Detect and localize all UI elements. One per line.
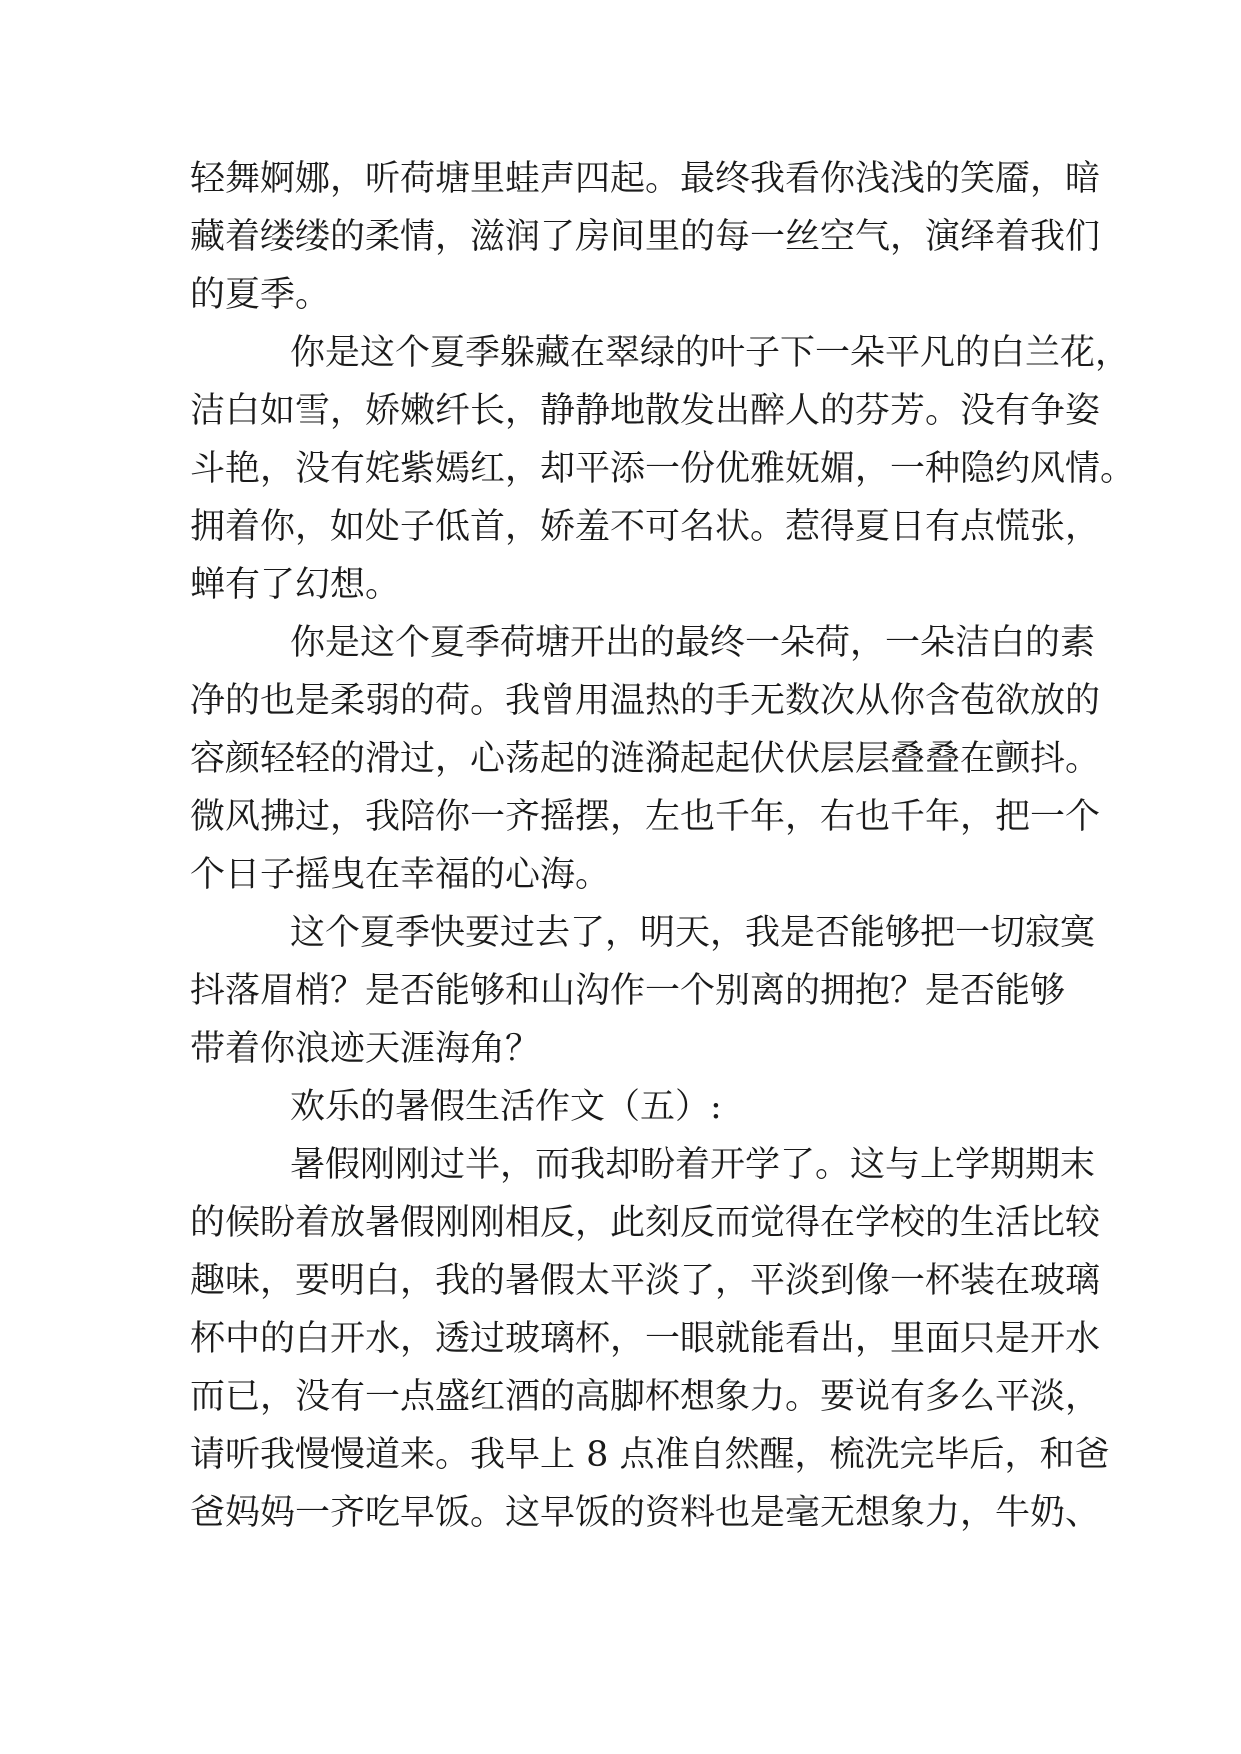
text-line: 藏着缕缕的柔情，滋润了房间里的每一丝空气，演绎着我们 xyxy=(190,217,1101,257)
text-line: 爸妈妈一齐吃早饭。这早饭的资料也是毫无想象力，牛奶、 xyxy=(190,1493,1101,1533)
text-line: 个日子摇曳在幸福的心海。 xyxy=(190,855,611,895)
text-line: 斗艳，没有姹紫嫣红，却平添一份优雅妩媚，一种隐约风情。 xyxy=(190,449,1136,489)
text-line: 的候盼着放暑假刚刚相反，此刻反而觉得在学校的生活比较 xyxy=(190,1203,1101,1243)
section-heading: 欢乐的暑假生活作文（五）: xyxy=(290,1087,722,1127)
text-line: 抖落眉梢？是否能够和山沟作一个别离的拥抱？是否能够 xyxy=(190,971,1066,1011)
text-line: 而已，没有一点盛红酒的高脚杯想象力。要说有多么平淡， xyxy=(190,1377,1101,1417)
text-line: 这个夏季快要过去了，明天，我是否能够把一切寂寞 xyxy=(290,913,1096,953)
text-line: 轻舞婀娜，听荷塘里蛙声四起。最终我看你浅浅的笑靥，暗 xyxy=(190,159,1101,199)
text-line: 净的也是柔弱的荷。我曾用温热的手无数次从你含苞欲放的 xyxy=(190,681,1101,721)
text-line: 请听我慢慢道来。我早上 8 点准自然醒，梳洗完毕后，和爸 xyxy=(190,1435,1110,1475)
text-line: 杯中的白开水，透过玻璃杯，一眼就能看出，里面只是开水 xyxy=(190,1319,1101,1359)
text-line: 趣味，要明白，我的暑假太平淡了，平淡到像一杯装在玻璃 xyxy=(190,1261,1101,1301)
text-line: 带着你浪迹天涯海角？ xyxy=(190,1029,541,1069)
text-line: 你是这个夏季荷塘开出的最终一朵荷，一朵洁白的素 xyxy=(290,623,1096,663)
text-line: 微风拂过，我陪你一齐摇摆，左也千年，右也千年，把一个 xyxy=(190,797,1101,837)
text-line: 容颜轻轻的滑过，心荡起的涟漪起起伏伏层层叠叠在颤抖。 xyxy=(190,739,1101,779)
text-line: 的夏季。 xyxy=(190,275,331,315)
text-line: 暑假刚刚过半，而我却盼着开学了。这与上学期期末 xyxy=(290,1145,1096,1185)
text-line: 洁白如雪，娇嫩纤长，静静地散发出醉人的芬芳。没有争姿 xyxy=(190,391,1101,431)
body-text xyxy=(190,150,1136,1542)
text-line: 蝉有了幻想。 xyxy=(190,565,401,605)
text-line: 你是这个夏季躲藏在翠绿的叶子下一朵平凡的白兰花， xyxy=(290,333,1131,373)
text-line: 拥着你，如处子低首，娇羞不可名状。惹得夏日有点慌张， xyxy=(190,507,1101,547)
